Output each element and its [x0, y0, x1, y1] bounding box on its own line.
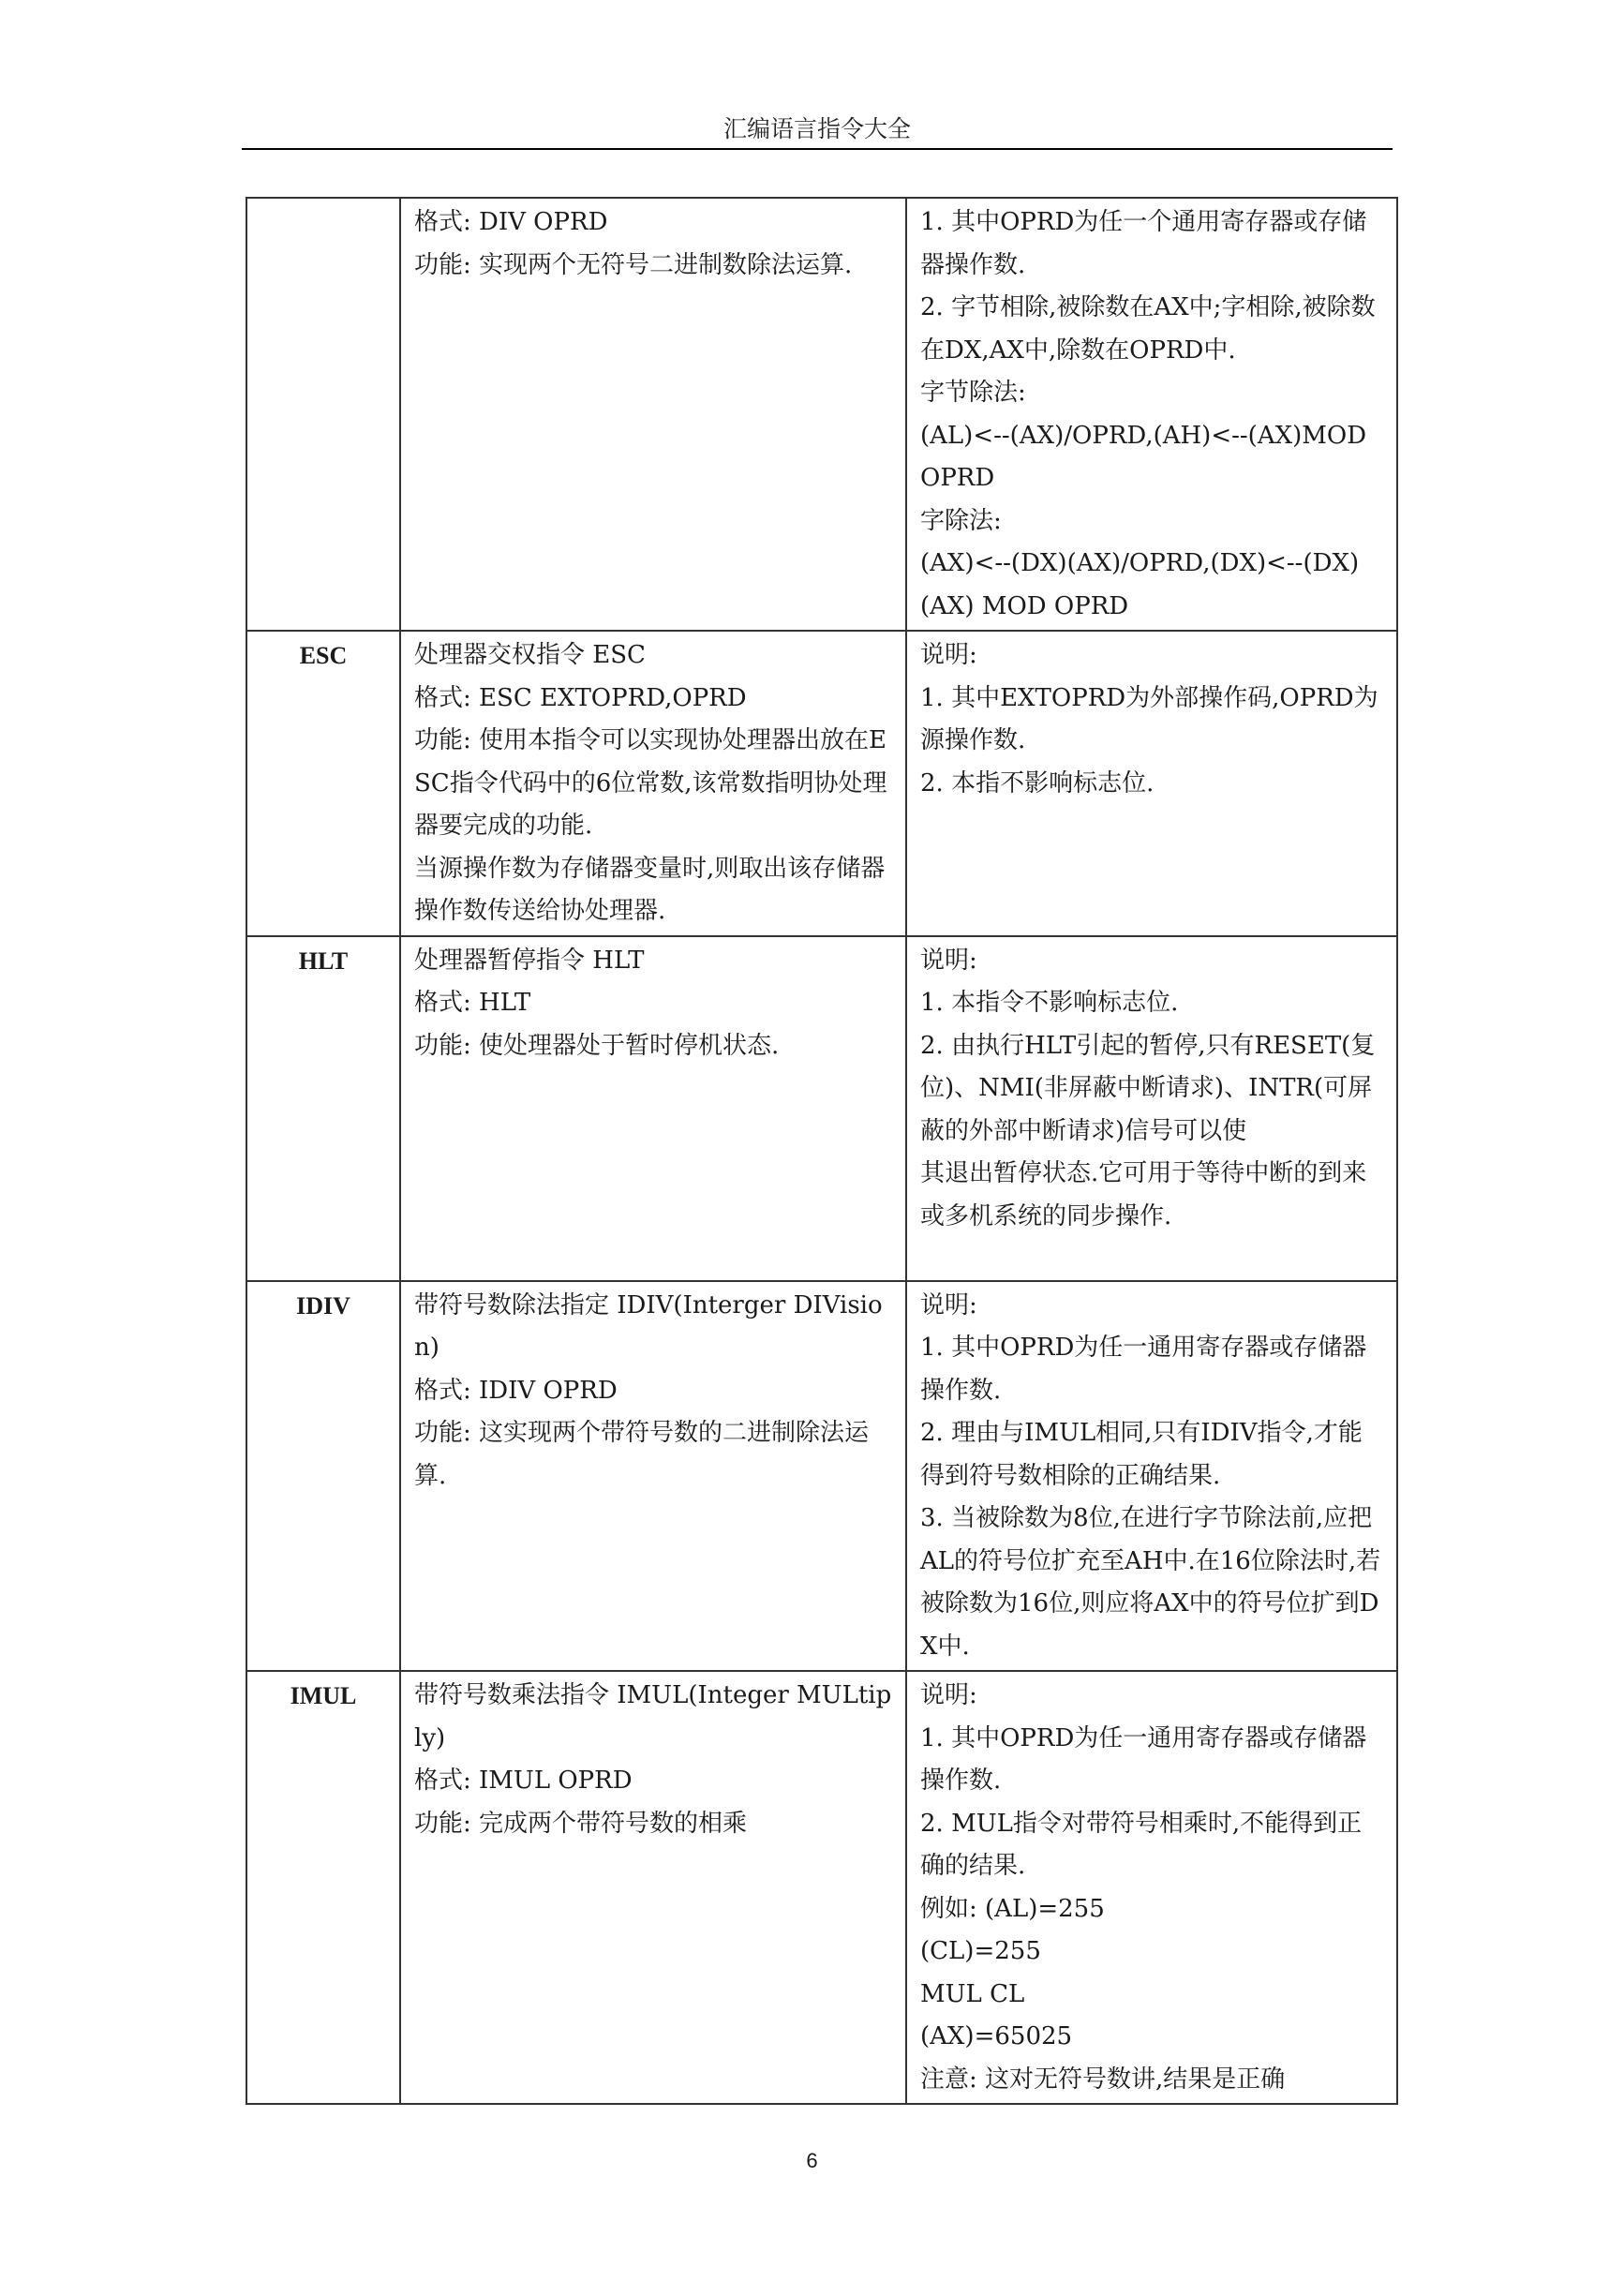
description-line: 格式: HLT — [414, 989, 531, 1017]
description-line: 当源操作数为存储器变量时,则取出该存储器操作数传送给协处理器. — [414, 854, 886, 925]
description-cell — [400, 1671, 906, 2104]
notes-line: 2. MUL指令对带符号相乘时,不能得到正确的结果. — [920, 1809, 1363, 1880]
notes-cell — [906, 631, 1397, 936]
notes-line: (CL)=255 — [920, 1937, 1041, 1965]
mnemonic-cell: ESC — [246, 631, 400, 936]
notes-line: 2. 字节相除,被除数在AX中;字相除,被除数在DX,AX中,除数在OPRD中. — [920, 293, 1376, 365]
table-row-imul — [246, 1671, 1397, 2104]
notes-line: 字节除法: — [920, 379, 1026, 407]
description-line: 功能: 实现两个无符号二进制数除法运算. — [414, 250, 853, 279]
table-row-idiv — [246, 1281, 1397, 1672]
notes-line: 1. 其中OPRD为任一个通用寄存器或存储器操作数. — [920, 208, 1367, 279]
instruction-table — [246, 197, 1398, 2105]
notes-line: 例如: (AL)=255 — [920, 1894, 1105, 1923]
notes-line: 2. 由执行HLT引起的暂停,只有RESET(复位)、NMI(非屏蔽中断请求)、INTR(可屏蔽的外部中断请求)信号可以使 — [920, 1031, 1376, 1145]
notes-line: 其退出暂停状态.它可用于等待中断的到来或多机系统的同步操作. — [920, 1159, 1367, 1230]
description-cell — [400, 631, 906, 936]
description-line: 带符号数除法指定 IDIV(Interger DIVision) — [414, 1290, 883, 1362]
description-line: 格式: IDIV OPRD — [414, 1376, 618, 1405]
page-number: 6 — [806, 2149, 818, 2172]
mnemonic-cell: HLT — [246, 936, 400, 1281]
mnemonic-cell: IMUL — [246, 1671, 400, 2104]
notes-line: 说明: — [920, 641, 977, 669]
notes-line: (AX)=65025 — [920, 2022, 1073, 2050]
mnemonic-cell — [246, 198, 400, 631]
notes-line: 注意: 这对无符号数讲,结果是正确 — [920, 2065, 1286, 2094]
description-line: 功能: 这实现两个带符号数的二进制除法运算. — [414, 1419, 870, 1490]
mnemonic-cell: IDIV — [246, 1281, 400, 1672]
notes-line: 1. 其中OPRD为任一通用寄存器或存储器操作数. — [920, 1334, 1367, 1405]
notes-line: 2. 理由与IMUL相同,只有IDIV指令,才能得到符号数相除的正确结果. — [920, 1419, 1363, 1490]
description-line: 格式: DIV OPRD — [414, 208, 608, 236]
description-line: 功能: 使处理器处于暂时停机状态. — [414, 1031, 780, 1060]
notes-line: 说明: — [920, 946, 977, 975]
page-header-title: 汇编语言指令大全 — [723, 115, 911, 142]
description-cell — [400, 1281, 906, 1672]
notes-line: 2. 本指不影响标志位. — [920, 768, 1155, 798]
notes-line: 3. 当被除数为8位,在进行字节除法前,应把AL的符号位扩充至AH中.在16位除法时,若被除数为16位,则应将AX中的符号位扩到DX中. — [920, 1504, 1381, 1661]
notes-cell — [906, 1671, 1397, 2104]
description-line: 处理器暂停指令 HLT — [414, 946, 645, 975]
header-rule — [242, 148, 1393, 150]
table-row-esc — [246, 631, 1397, 936]
notes-line: MUL CL — [920, 1979, 1025, 2008]
notes-line: (AX)<--(DX)(AX)/OPRD,(DX)<--(DX)(AX) MOD OPRD — [920, 549, 1360, 620]
notes-line: 1. 其中OPRD为任一通用寄存器或存储器操作数. — [920, 1723, 1367, 1795]
notes-cell — [906, 198, 1397, 631]
notes-cell — [906, 1281, 1397, 1672]
table-row-hlt — [246, 936, 1397, 1281]
notes-line: 1. 本指令不影响标志位. — [920, 989, 1179, 1017]
notes-line: 说明: — [920, 1290, 977, 1319]
notes-line: 字除法: — [920, 506, 1002, 535]
notes-line: (AL)<--(AX)/OPRD,(AH)<--(AX)MOD OPRD — [920, 421, 1375, 492]
description-line: 格式: ESC EXTOPRD,OPRD — [414, 683, 747, 712]
notes-line: 1. 其中EXTOPRD为外部操作码,OPRD为源操作数. — [920, 683, 1378, 754]
description-line: 处理器交权指令 ESC — [414, 641, 646, 669]
notes-line: 说明: — [920, 1681, 977, 1709]
description-line: 格式: IMUL OPRD — [414, 1767, 633, 1795]
description-line: 功能: 完成两个带符号数的相乘 — [414, 1809, 748, 1838]
description-cell — [400, 198, 906, 631]
notes-cell — [906, 936, 1397, 1281]
description-line: 带符号数乘法指令 IMUL(Integer MULtiply) — [414, 1681, 892, 1752]
table-row-div — [246, 198, 1397, 631]
description-line: 功能: 使用本指令可以实现协处理器出放在ESC指令代码中的6位常数,该常数指明协处理器要完成的功能. — [414, 726, 887, 840]
description-cell — [400, 936, 906, 1281]
